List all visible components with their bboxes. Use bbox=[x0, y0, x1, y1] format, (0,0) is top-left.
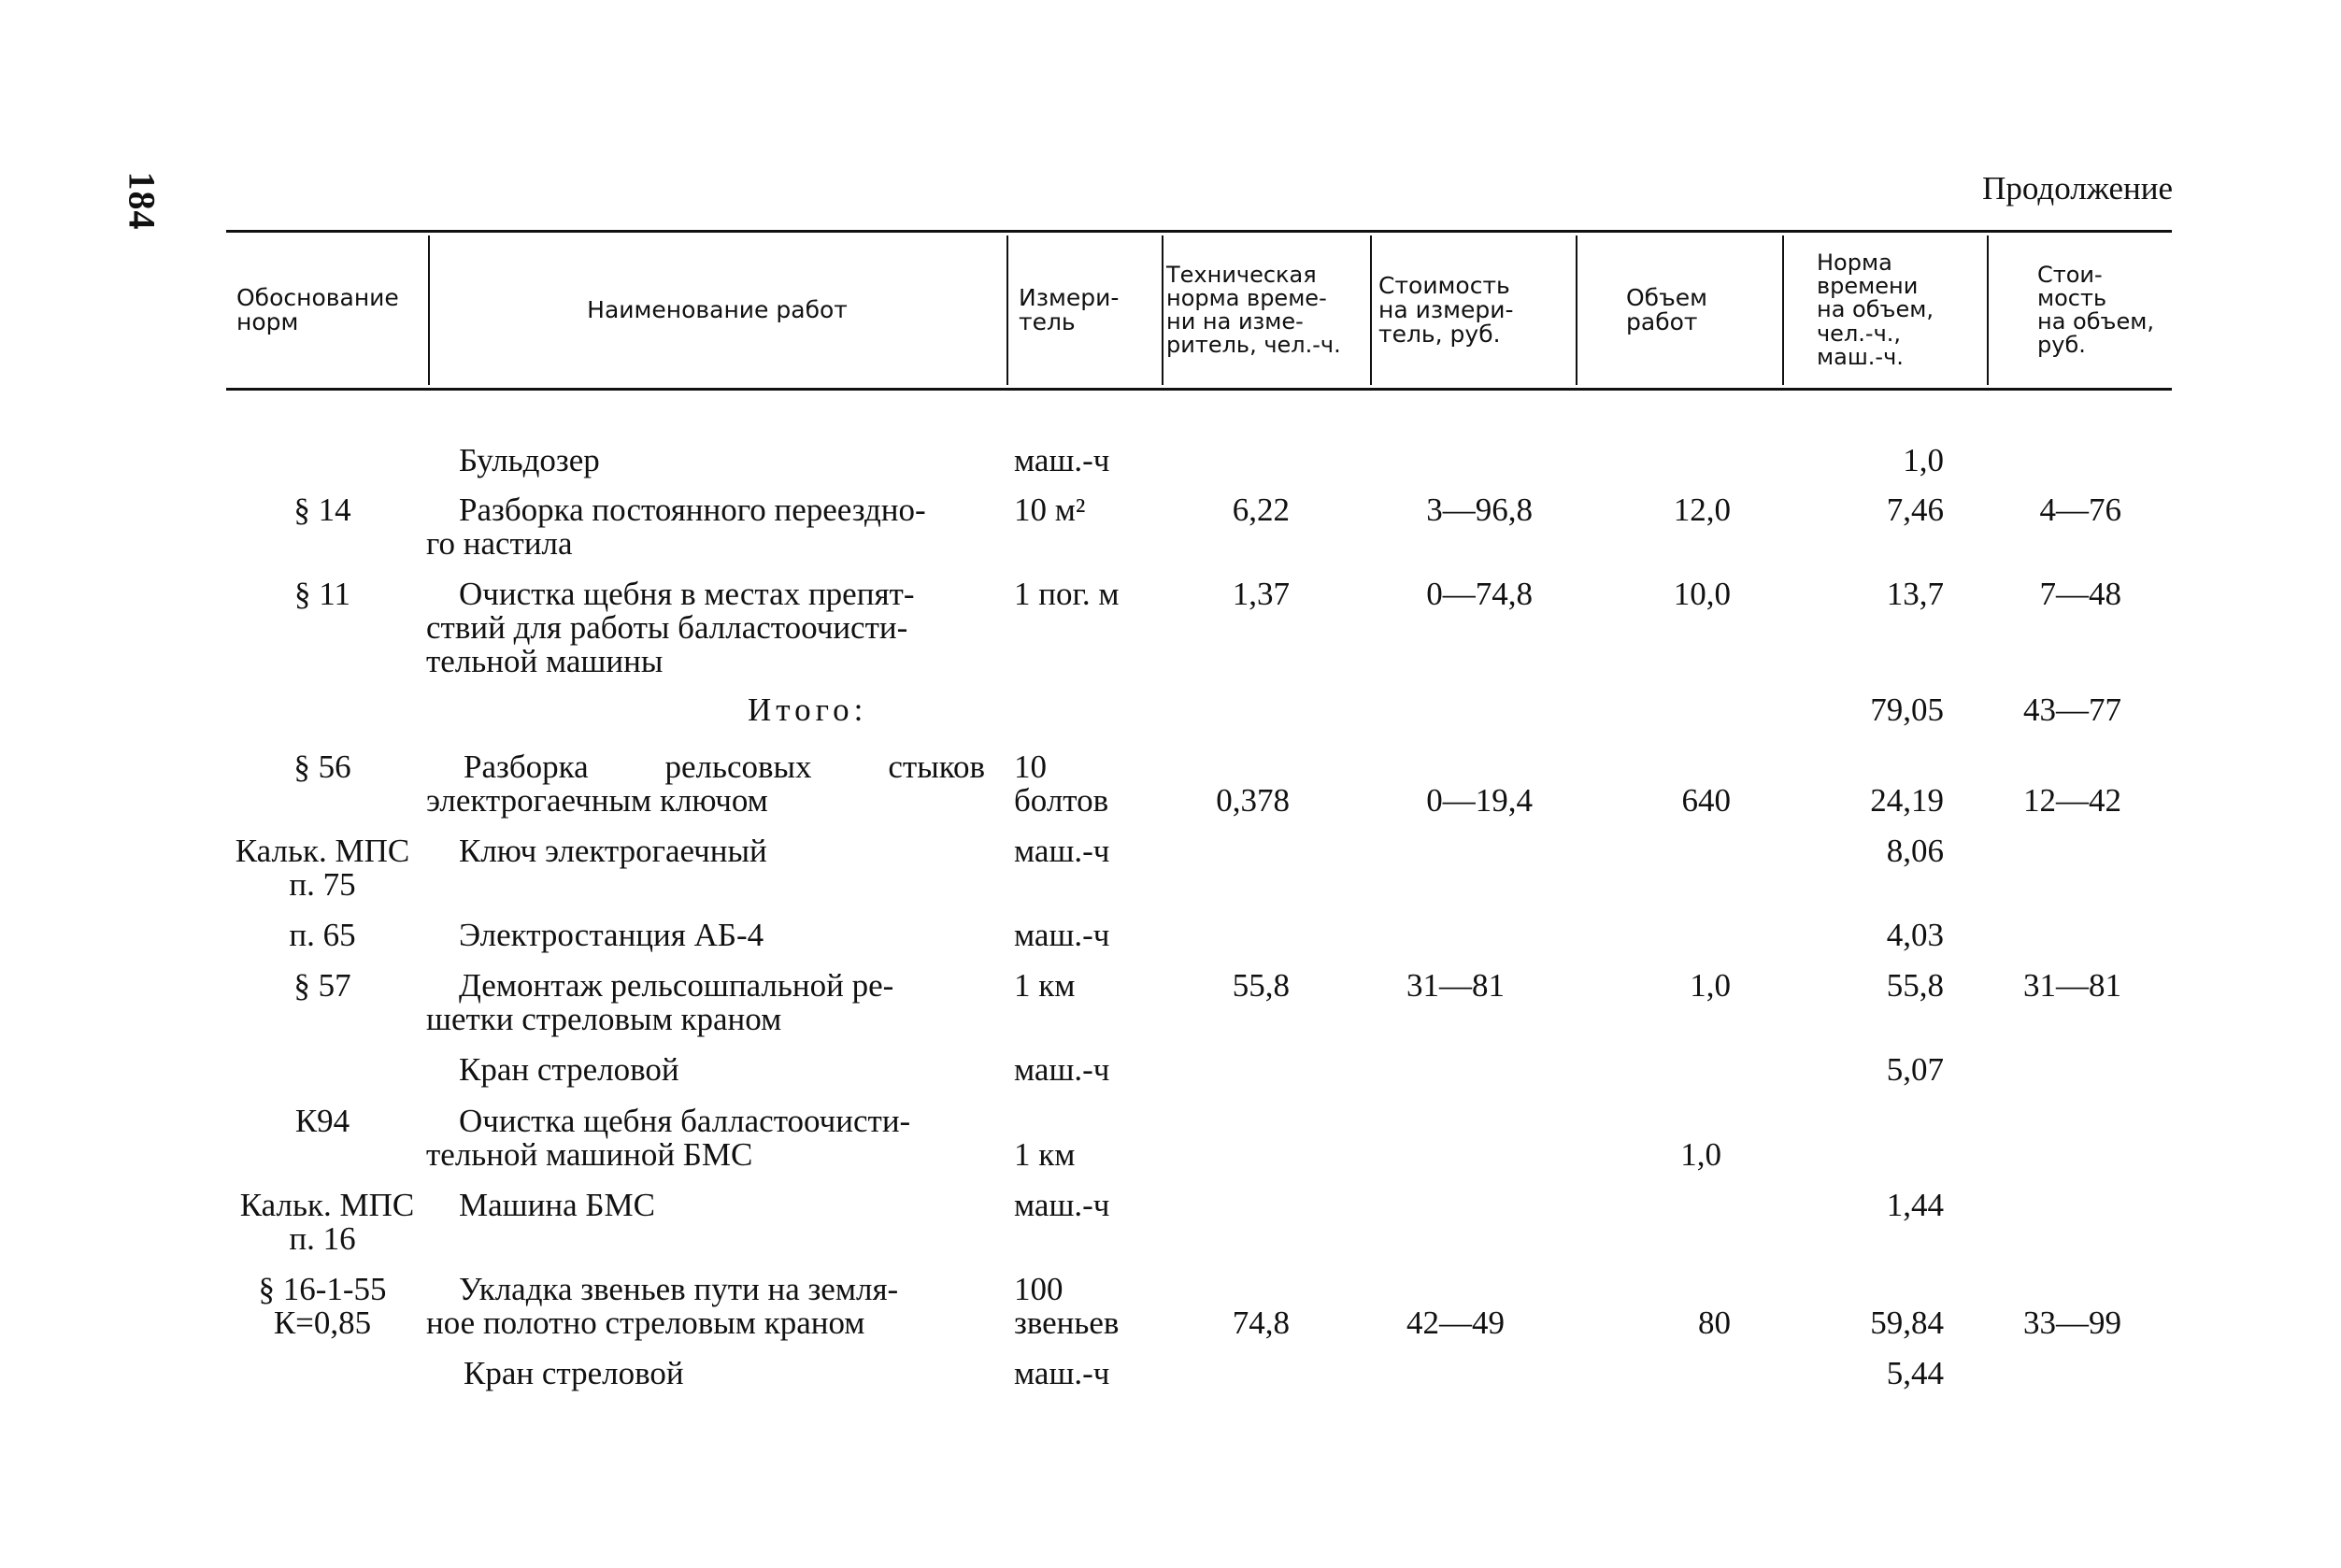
header-cost-unit bbox=[1378, 233, 1570, 388]
header-cost-unit-line: Стоимость bbox=[1378, 271, 1510, 299]
row-name: шетки стреловым краном bbox=[426, 1001, 782, 1037]
row-cost-unit: 31—81 bbox=[1406, 967, 1505, 1004]
row-unit: болтов bbox=[1014, 782, 1109, 819]
row-cost-unit: 42—49 bbox=[1406, 1304, 1505, 1341]
row-tech-norm: 55,8 bbox=[1232, 967, 1290, 1004]
row-unit: маш.-ч bbox=[1014, 1187, 1110, 1223]
row-norm-volume: 4,03 bbox=[1886, 917, 1944, 953]
row-basis: п. 16 bbox=[289, 1220, 356, 1257]
header-tech-norm-line: ни на изме- bbox=[1166, 308, 1304, 335]
row-unit: маш.-ч bbox=[1014, 1355, 1110, 1391]
column-divider bbox=[1576, 235, 1577, 385]
page-number: 184 bbox=[121, 171, 164, 231]
row-basis: § 14 bbox=[293, 492, 351, 528]
row-cost-volume: 7—48 bbox=[2039, 576, 2121, 612]
row-norm-volume: 1,0 bbox=[1903, 442, 1944, 478]
header-norm-volume-line: Норма bbox=[1817, 249, 1892, 277]
row-unit: маш.-ч bbox=[1014, 917, 1110, 953]
row-name: Демонтаж рельсошпальной ре- bbox=[459, 967, 894, 1004]
row-name: Ключ электрогаечный bbox=[459, 833, 767, 869]
header-norm-volume bbox=[1817, 233, 1980, 388]
header-basis-line: Обоснование bbox=[236, 283, 399, 311]
row-cost-volume: 4—76 bbox=[2039, 492, 2121, 528]
row-name: Кран стреловой bbox=[459, 1051, 679, 1088]
row-cost-unit: 0—19,4 bbox=[1426, 782, 1533, 819]
row-volume: 12,0 bbox=[1673, 492, 1731, 528]
row-basis: п. 65 bbox=[289, 917, 356, 953]
row-name: Очистка щебня в местах препят- bbox=[459, 576, 915, 612]
header-tech-norm-line: норма време- bbox=[1166, 284, 1327, 311]
row-cost-volume: 12—42 bbox=[2023, 782, 2121, 819]
row-norm-volume: 5,44 bbox=[1886, 1355, 1944, 1391]
row-basis: § 16-1-55 bbox=[258, 1271, 387, 1307]
column-divider bbox=[1370, 235, 1372, 385]
row-norm-volume: 24,19 bbox=[1870, 782, 1944, 819]
header-basis bbox=[236, 233, 423, 388]
row-norm-volume: 59,84 bbox=[1870, 1304, 1944, 1341]
row-unit: 1 пог. м bbox=[1014, 576, 1120, 612]
row-norm-volume: 1,44 bbox=[1886, 1187, 1944, 1223]
row-volume: 10,0 bbox=[1673, 576, 1731, 612]
row-name: тельной машиной БМС bbox=[426, 1136, 753, 1173]
row-name: ствий для работы балластоочисти- bbox=[426, 609, 908, 646]
row-name: Бульдозер bbox=[459, 442, 600, 478]
row-norm-volume: 7,46 bbox=[1886, 492, 1944, 528]
header-cost-volume-line: на объем, bbox=[2037, 308, 2154, 335]
row-unit: 1 км bbox=[1014, 1136, 1076, 1173]
row-name: Очистка щебня балластоочисти- bbox=[459, 1103, 911, 1139]
row-cost-unit: 0—74,8 bbox=[1426, 576, 1533, 612]
header-norm-volume-line: чел.-ч., bbox=[1817, 320, 1902, 347]
row-name: Электростанция АБ-4 bbox=[459, 917, 764, 953]
row-basis: К94 bbox=[294, 1103, 350, 1139]
row-name: го настила bbox=[426, 525, 573, 562]
row-name: тельной машины bbox=[426, 643, 664, 679]
row-name: Кран стреловой bbox=[464, 1355, 684, 1391]
row-tech-norm: 74,8 bbox=[1232, 1304, 1290, 1341]
row-cost-unit: 3—96,8 bbox=[1426, 492, 1533, 528]
row-name: Разборка рельсовых стыков bbox=[464, 748, 985, 785]
header-cost-volume bbox=[2037, 233, 2173, 388]
total-label: Итого: bbox=[748, 691, 868, 728]
column-divider bbox=[1006, 235, 1008, 385]
header-cost-unit-line: тель, руб. bbox=[1378, 321, 1501, 349]
table-header-bottom-rule bbox=[226, 388, 2172, 391]
header-cost-volume-line: Стои- bbox=[2037, 261, 2103, 288]
header-norm-volume-line: на объем, bbox=[1817, 296, 1934, 323]
row-norm-volume: 55,8 bbox=[1886, 967, 1944, 1004]
row-name: электрогаечным ключом bbox=[426, 782, 768, 819]
row-name: Укладка звеньев пути на земля- bbox=[459, 1271, 899, 1307]
header-unit-line: Измери- bbox=[1019, 283, 1120, 311]
header-tech-norm-line: Техническая bbox=[1166, 261, 1317, 288]
row-volume: 640 bbox=[1681, 782, 1731, 819]
row-basis: § 56 bbox=[293, 748, 351, 785]
header-volume-line: Объем bbox=[1626, 283, 1707, 311]
row-unit: звеньев bbox=[1014, 1304, 1120, 1341]
row-tech-norm: 0,378 bbox=[1216, 782, 1290, 819]
row-volume: 1,0 bbox=[1680, 1136, 1721, 1173]
row-unit: 1 км bbox=[1014, 967, 1076, 1004]
header-norm-volume-line: времени bbox=[1817, 273, 1919, 300]
column-divider bbox=[1162, 235, 1163, 385]
column-divider bbox=[1782, 235, 1784, 385]
header-cost-volume-line: мость bbox=[2037, 284, 2107, 311]
row-unit: 10 bbox=[1014, 748, 1047, 785]
header-unit-line: тель bbox=[1019, 308, 1076, 335]
continuation-label: Продолжение bbox=[1982, 170, 2173, 207]
header-basis-line: норм bbox=[236, 308, 299, 335]
row-volume: 1,0 bbox=[1690, 967, 1731, 1004]
row-volume: 80 bbox=[1698, 1304, 1731, 1341]
header-tech-norm-line: ритель, чел.-ч. bbox=[1166, 332, 1341, 359]
header-volume-line: работ bbox=[1626, 308, 1698, 335]
row-cost-volume: 31—81 bbox=[2023, 967, 2121, 1004]
header-tech-norm bbox=[1166, 233, 1367, 388]
header-norm-volume-line: маш.-ч. bbox=[1817, 343, 1904, 370]
row-unit: 10 м² bbox=[1014, 492, 1086, 528]
row-unit: маш.-ч bbox=[1014, 442, 1110, 478]
header-volume bbox=[1626, 233, 1776, 388]
row-cost-volume: 33—99 bbox=[2023, 1304, 2121, 1341]
column-divider bbox=[1987, 235, 1989, 385]
row-norm-volume: 13,7 bbox=[1886, 576, 1944, 612]
row-name: ное полотно стреловым краном bbox=[426, 1304, 865, 1341]
row-basis: § 11 bbox=[294, 576, 350, 612]
header-name-text: Наименование работ bbox=[587, 295, 848, 323]
row-basis: К=0,85 bbox=[273, 1304, 372, 1341]
row-basis: п. 75 bbox=[289, 866, 356, 903]
row-tech-norm: 6,22 bbox=[1232, 492, 1290, 528]
header-name bbox=[430, 233, 1005, 388]
row-name: Машина БМС bbox=[459, 1187, 655, 1223]
header-unit bbox=[1019, 233, 1159, 388]
row-unit: маш.-ч bbox=[1014, 1051, 1110, 1088]
header-cost-volume-line: руб. bbox=[2037, 332, 2086, 359]
row-basis: Кальк. МПС bbox=[235, 833, 410, 869]
header-cost-unit-line: на измери- bbox=[1378, 295, 1514, 323]
row-basis: § 57 bbox=[293, 967, 351, 1004]
row-norm-volume: 5,07 bbox=[1886, 1051, 1944, 1088]
row-norm-volume: 79,05 bbox=[1870, 691, 1944, 728]
row-basis: Кальк. МПС bbox=[239, 1187, 415, 1223]
row-name: Разборка постоянного переездно- bbox=[459, 492, 926, 528]
row-tech-norm: 1,37 bbox=[1232, 576, 1290, 612]
row-norm-volume: 8,06 bbox=[1886, 833, 1944, 869]
row-unit: маш.-ч bbox=[1014, 833, 1110, 869]
row-cost-volume: 43—77 bbox=[2023, 691, 2121, 728]
row-unit: 100 bbox=[1014, 1271, 1063, 1307]
